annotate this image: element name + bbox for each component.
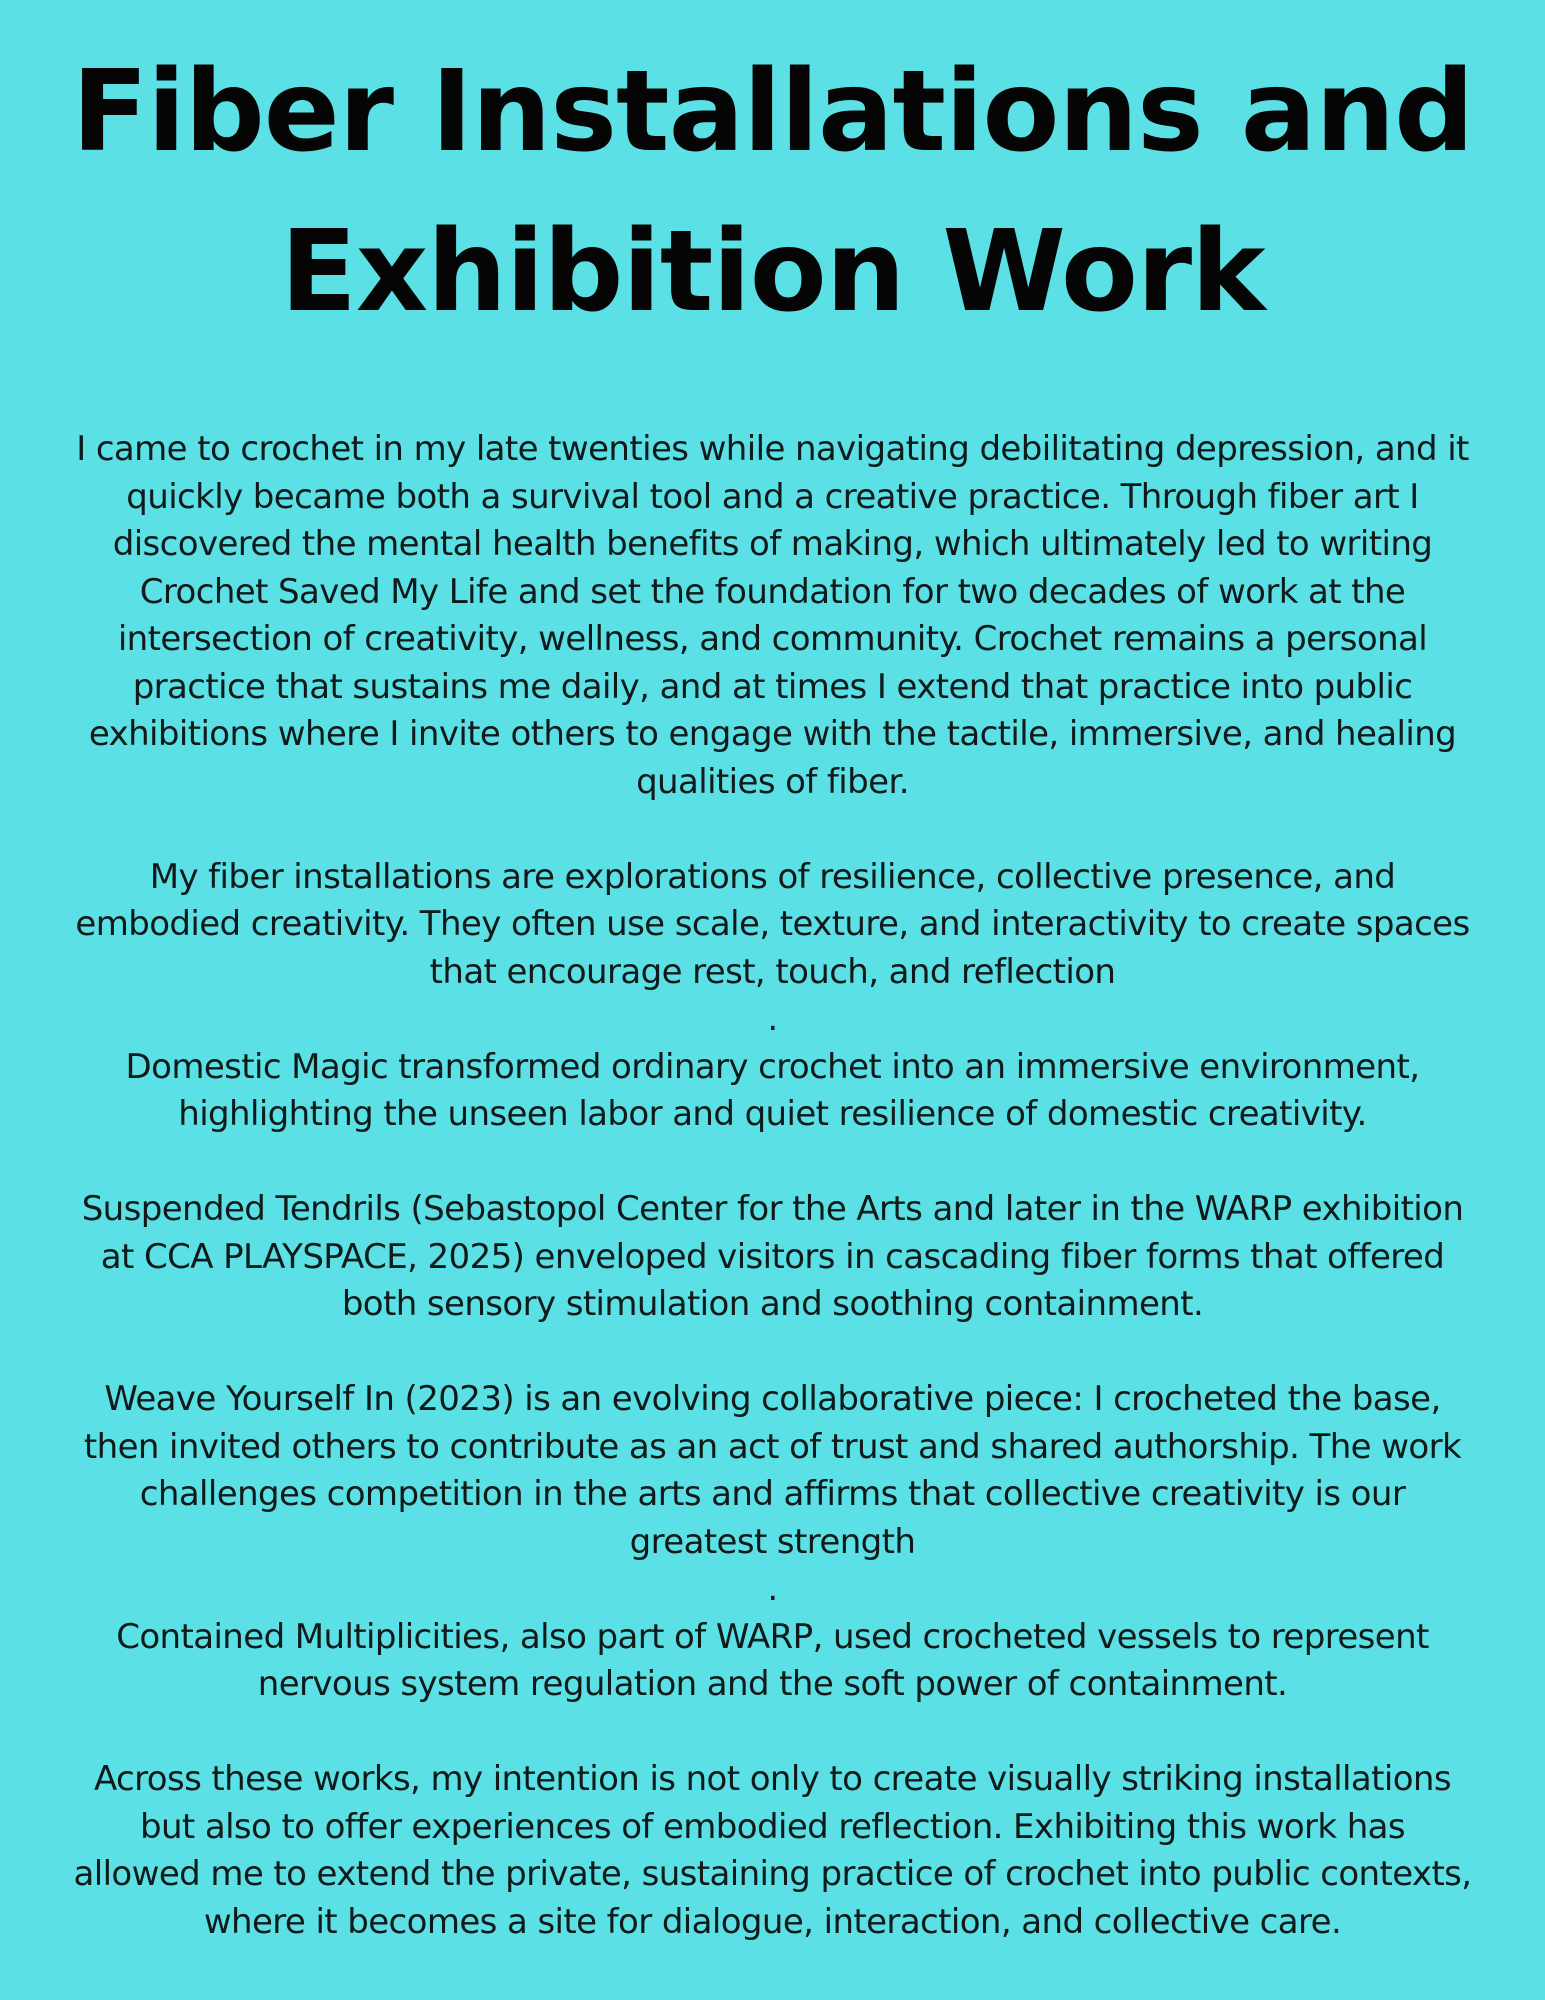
- paragraph-spacer: [50, 1139, 1495, 1187]
- text-line: challenges competition in the arts and affirms that collective creativity is our: [139, 1474, 1406, 1514]
- page-title: [50, 32, 1495, 352]
- paragraph-contained-multiplicities: [50, 1614, 1495, 1709]
- text-line: then invited others to contribute as an act of trust and shared authorship. The work: [83, 1426, 1462, 1467]
- text-line: Weave Yourself In (2023) is an evolving collaborative piece: I crocheted the base,: [104, 1379, 1441, 1419]
- paragraph-conclusion: [50, 1756, 1495, 1946]
- paragraph-spacer: [50, 806, 1495, 854]
- text-line-period: .: [767, 1569, 778, 1609]
- paragraph-weave-yourself-in: [50, 1376, 1495, 1614]
- text-line: both sensory stimulation and soothing containment.: [341, 1284, 1204, 1324]
- text-line: embodied creativity. They often use scale, texture, and interactivity to create spaces: [75, 904, 1470, 944]
- text-line: qualities of fiber.: [636, 761, 909, 802]
- text-line: Domestic Magic transformed ordinary crochet into an immersive environment,: [125, 1046, 1420, 1087]
- text-line-period: .: [767, 999, 778, 1039]
- paragraph-domestic-magic: [50, 1044, 1495, 1139]
- body-text: [50, 426, 1495, 1946]
- title-line-1: Fiber Installations and: [71, 47, 1474, 177]
- text-line: Across these works, my intention is not only to create visually striking installations: [94, 1759, 1451, 1799]
- text-line: highlighting the unseen labor and quiet resilience of domestic creativity.: [178, 1094, 1367, 1134]
- text-line: Crochet Saved My Life and set the foundation for two decades of work at the: [139, 571, 1406, 612]
- text-line: greatest strength: [629, 1521, 916, 1562]
- text-line: quickly became both a survival tool and a creative practice. Through fiber art I: [126, 476, 1419, 517]
- title-line-2: Exhibition Work: [280, 207, 1265, 337]
- paragraph-spacer: [50, 1329, 1495, 1377]
- paragraph-suspended-tendrils: [50, 1186, 1495, 1329]
- text-line: practice that sustains me daily, and at times I extend that practice into public: [132, 666, 1413, 707]
- text-line: My fiber installations are explorations of resilience, collective presence, and: [149, 856, 1396, 897]
- text-line: I came to crochet in my late twenties while navigating debilitating depression, and it: [76, 429, 1469, 469]
- text-line: that encourage rest, touch, and reflection: [429, 951, 1116, 992]
- paragraph-installations: [50, 854, 1495, 1044]
- text-line: allowed me to extend the private, sustaining practice of crochet into public contexts,: [73, 1854, 1472, 1894]
- paragraph-intro: [50, 426, 1495, 806]
- text-line: at CCA PLAYSPACE, 2025) enveloped visitors in cascading fiber forms that offered: [100, 1236, 1445, 1277]
- text-line: but also to offer experiences of embodied reflection. Exhibiting this work has: [139, 1806, 1406, 1847]
- text-line: intersection of creativity, wellness, and community. Crochet remains a personal: [117, 619, 1428, 659]
- text-line: exhibitions where I invite others to engage with the tactile, immersive, and healing: [88, 714, 1457, 754]
- text-line: discovered the mental health benefits of making, which ultimately led to writing: [112, 524, 1433, 564]
- paragraph-spacer: [50, 1709, 1495, 1757]
- text-line: nervous system regulation and the soft power of containment.: [257, 1664, 1288, 1704]
- text-line: where it becomes a site for dialogue, interaction, and collective care.: [203, 1901, 1342, 1942]
- text-line: Suspended Tendrils (Sebastopol Center for the Arts and later in the WARP exhibition: [81, 1189, 1464, 1229]
- text-line: Contained Multiplicities, also part of WARP, used crocheted vessels to represent: [116, 1616, 1429, 1657]
